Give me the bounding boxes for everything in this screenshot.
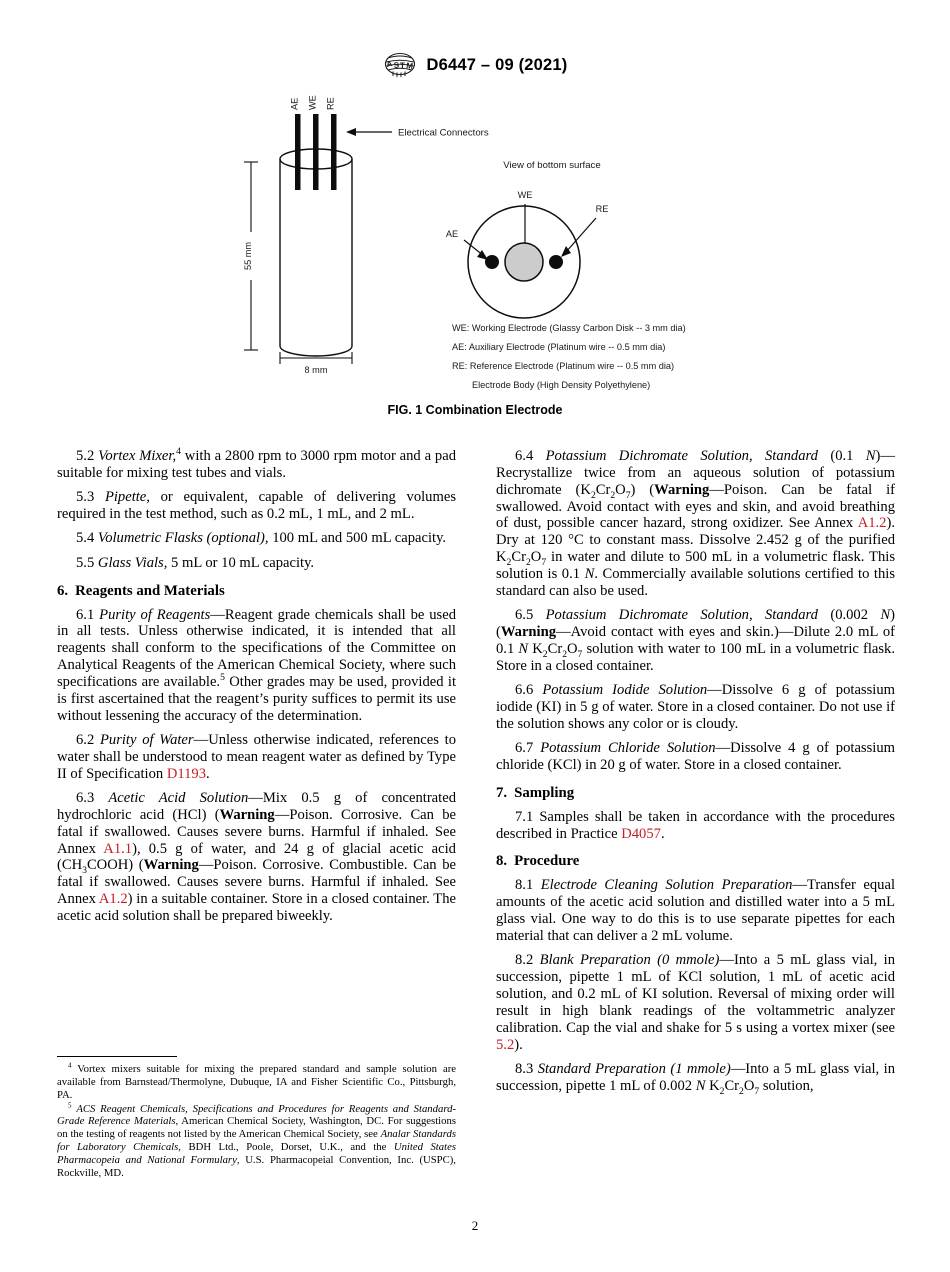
section-title: Volumetric Flasks (optional), <box>97 530 269 547</box>
section-title: Standard Preparation (1 mmole) <box>537 1060 731 1077</box>
heading-number: 6. <box>57 582 69 599</box>
section-body-cont: Cr <box>595 481 611 498</box>
normality-symbol: N <box>584 565 595 582</box>
svg-text:S: S <box>392 60 399 70</box>
section-number: 6.4 <box>515 448 534 464</box>
section-body-cont: Cr <box>511 549 526 566</box>
cross-reference-link-a1-1[interactable]: A1.1 <box>103 840 133 857</box>
footnote-marker-4: 4 <box>176 446 181 458</box>
section-body: with a 2800 rpm to 3000 rpm motor and a pad suitable for mixing test tubes and vials. <box>57 448 456 481</box>
section-body-cont: —Poison. Can be fatal if swallowed. Avoid contact with eyes and skin, and avoid breathing of dust, possible cancer hazard, strong oxidizer. See Annex <box>496 481 895 532</box>
section-title: Blank Preparation (0 mmole) <box>539 952 720 969</box>
legend-line-ae: AE: Auxiliary Electrode (Platinum wire -- 0.5 mm dia) <box>452 342 666 352</box>
paragraph-6-4 <box>496 448 895 600</box>
heading-number: 8. <box>496 853 508 870</box>
footnote-number: 4 <box>68 1061 72 1070</box>
working-electrode-disk <box>505 243 543 281</box>
section-number: 6.2 <box>76 731 95 748</box>
footnote-text: , U.S. Pharmacopeial Convention, Inc. (USPC), Rockville, MD. <box>57 1153 456 1179</box>
svg-text:55 mm: 55 mm <box>243 241 253 271</box>
section-title: Potassium Dichromate Solution, Standard <box>545 607 818 624</box>
section-number: 5.5 <box>76 554 95 571</box>
paragraph-6-7 <box>496 740 895 774</box>
cross-reference-link-5-2[interactable]: 5.2 <box>496 1036 515 1053</box>
warning-label: Warning <box>654 481 710 498</box>
section-body: —Unless otherwise indicated, references to water shall be understood to mean reagent water as defined by Type II of Specification <box>57 731 456 782</box>
section-title: Purity of Reagents <box>99 606 211 623</box>
chemical-subscript: 2 <box>506 556 512 568</box>
section-body: —Transfer equal amounts of the acetic acid solution and distilled water into a 5 mL glass vial. One way to do this is to use separate pipettes for each material that can deliver a 2 mL volume. <box>496 877 895 944</box>
svg-text:M: M <box>405 61 413 71</box>
paragraph-5-3 <box>57 489 456 523</box>
paragraph-5-2 <box>57 448 456 482</box>
section-title: Glass Vials, <box>97 554 168 571</box>
footnote-5 <box>57 1100 457 1180</box>
heading-text: Procedure <box>514 853 580 870</box>
footnote-number: 5 <box>68 1100 72 1109</box>
legend-line-re: RE: Reference Electrode (Platinum wire -- 0.5 mm dia) <box>452 361 675 371</box>
svg-text:A: A <box>385 58 393 69</box>
section-body-cont: O <box>567 640 578 657</box>
footnotes-block <box>57 1056 456 1181</box>
section-body-cont: . <box>206 765 210 782</box>
section-body-cont: in water and dilute to 500 mL in a volumetric flask. This solution is 0.1 <box>496 549 895 582</box>
section-title: Acetic Acid Solution <box>108 790 249 807</box>
section-title: Potassium Chloride Solution <box>540 740 716 756</box>
chemical-subscript: 2 <box>525 556 531 568</box>
heading-text: Reagents and Materials <box>75 582 225 599</box>
footnote-publication-title: Analar Standards for Laboratory Chemicals <box>57 1128 456 1154</box>
section-body: —Into a 5 mL glass vial, in succession, pipette 1 mL of KCl solution, 1 mL of acetic acid solution, and 0.2 mL of KI solution. Reversal of mixing order will result in high blank readings of the voltammetric analyzer calibration. Cap the vial and shake for 5 s using a vortex mixer (see <box>496 952 896 1036</box>
section-body: —Reagent grade chemicals shall be used in all tests. Unless otherwise indicated, it is intended that all reagents shall conform to the specifications of the Committee on Analytical Reagents of the American Chemical Society, where such specifications are available. <box>57 606 457 690</box>
section-body: (0.1 <box>817 448 866 464</box>
svg-text:AE: AE <box>289 97 300 110</box>
paragraph-5-5 <box>57 555 456 572</box>
standard-designation: D6447 – 09 (2021) <box>426 55 568 74</box>
section-body-cont: ) in a suitable container. Store in a closed container. The acetic acid solution shall be prepared biweekly. <box>57 891 456 924</box>
section-body: (0.002 <box>817 607 881 624</box>
bottom-view-title: View of bottom surface <box>503 160 601 171</box>
heading-section-8 <box>496 853 895 870</box>
section-title: Potassium Dichromate Solution, Standard <box>545 448 818 464</box>
section-title: Vortex Mixer, <box>98 448 177 464</box>
chemical-subscript: 2 <box>542 648 548 660</box>
footnote-text: Vortex mixers suitable for mixing the prepared standard and sample solution are available from Barnstead/Thermolyne, Dubuque, IA and Fisher Scientific Co., Pittsburgh, PA. <box>57 1063 456 1101</box>
warning-label: Warning <box>219 806 275 823</box>
section-body-cont: ). Dry at 120 °C to constant mass. Dissolve 2.452 g of the purified K <box>496 515 895 566</box>
section-body-cont: solution, <box>759 1077 814 1094</box>
section-title: Potassium Iodide Solution <box>542 681 708 698</box>
footnote-publication-title: United States Pharmacopeia and National Formulary <box>57 1141 456 1166</box>
section-body: 5 mL or 10 mL capacity. <box>167 554 315 571</box>
section-body-cont: O <box>530 549 542 566</box>
section-body-cont: . <box>660 825 665 842</box>
heading-number: 7. <box>496 784 508 801</box>
section-title: Electrode Cleaning Solution Preparation <box>540 877 793 894</box>
page-header <box>0 52 950 78</box>
section-number: 5.4 <box>76 530 95 547</box>
section-number: 6.3 <box>76 790 95 807</box>
section-body: —Into a 5 mL glass vial, in succession, pipette 1 mL of 0.002 <box>496 1060 895 1094</box>
svg-text:WE: WE <box>307 95 318 110</box>
warning-label: Warning <box>500 623 557 640</box>
section-body-cont: solution with water to 100 mL in a volumetric flask. Store in a closed container. <box>496 640 895 674</box>
chemical-subscript: 2 <box>719 1085 725 1097</box>
cross-reference-link-a1-2[interactable]: A1.2 <box>98 891 128 908</box>
section-number: 6.6 <box>515 681 534 698</box>
figure-1-combination-electrode <box>0 92 950 422</box>
section-body-cont: . Commercially available solutions certified to this standard can also be used. <box>496 565 896 599</box>
section-body-cont: )—Recrystallize twice from an aqueous solution of potassium dichromate (K <box>496 448 895 498</box>
svg-text:8 mm: 8 mm <box>304 365 328 375</box>
svg-text:Electrical Connectors: Electrical Connectors <box>398 127 489 139</box>
section-number: 6.1 <box>76 606 95 623</box>
paragraph-7-1 <box>496 809 895 843</box>
paragraph-8-3 <box>496 1061 895 1095</box>
cross-reference-link-d4057[interactable]: D4057 <box>621 825 661 842</box>
section-number: 8.2 <box>515 952 534 969</box>
svg-text:AE: AE <box>445 229 459 239</box>
section-body-cont: ), 0.5 g of water, and 24 g of glacial acetic acid (CH <box>57 840 456 874</box>
section-number: 7.1 <box>515 808 534 825</box>
svg-text:T: T <box>399 61 405 71</box>
section-body: —Mix 0.5 g of concentrated hydrochloric acid (HCl) ( <box>57 790 456 823</box>
normality-symbol: N <box>695 1077 706 1094</box>
auxiliary-electrode-dot <box>485 255 499 269</box>
section-body: 100 mL and 500 mL capacity. <box>268 530 447 547</box>
heading-section-6 <box>57 583 456 600</box>
legend-line-we: WE: Working Electrode (Glassy Carbon Disk -- 3 mm dia) <box>452 323 686 333</box>
connector-pins <box>295 114 337 190</box>
normality-symbol: N <box>518 640 529 657</box>
section-body-cont: Cr <box>724 1077 740 1094</box>
footnote-separator-rule <box>57 1056 177 1057</box>
section-body-cont: COOH) ( <box>86 857 144 874</box>
figure-caption: FIG. 1 Combination Electrode <box>387 403 563 417</box>
section-number: 6.7 <box>515 740 534 756</box>
page-number: 2 <box>471 1218 479 1233</box>
section-body-cont: Other grades may be used, provided it is first ascertained that the reagent’s purity suffices to permit its use without lessening the accuracy of the determination. <box>57 673 457 724</box>
section-body-cont: O <box>615 481 626 498</box>
footnote-text: , BDH Ltd., Poole, Dorset, U.K., and the <box>178 1141 394 1154</box>
legend-line-body: Electrode Body (High Density Polyethylene) <box>472 380 651 390</box>
warning-label: Warning <box>143 857 199 874</box>
section-body-cont: —Poison. Corrosive. Combustible. Can be fatal if swallowed. Causes severe burns. Harmful if inhaled. See Annex <box>57 857 456 908</box>
section-number: 8.3 <box>515 1060 534 1077</box>
paragraph-5-4 <box>57 530 456 547</box>
chemical-subscript: 7 <box>625 489 631 501</box>
cross-reference-link-d1193[interactable]: D1193 <box>166 765 207 782</box>
section-body-cont: K <box>705 1077 720 1094</box>
section-number: 5.2 <box>76 448 95 464</box>
body-columns <box>57 448 895 1102</box>
paragraph-6-2 <box>57 732 456 783</box>
normality-symbol: N <box>880 607 891 624</box>
footnote-publication-title: ACS Reagent Chemicals, Specifications and Procedures for Reagents and Standard-Grade Reference Materials <box>57 1102 457 1128</box>
section-title: Pipette, <box>104 489 150 506</box>
svg-text:WE: WE <box>517 190 533 200</box>
section-body-cont: Cr <box>547 640 563 657</box>
section-body: Samples shall be taken in accordance with the procedures described in Practice <box>496 808 895 842</box>
ae-callout <box>446 229 488 260</box>
chemical-subscript: 7 <box>754 1085 760 1097</box>
left-column <box>57 448 456 1102</box>
section-number: 6.5 <box>515 607 534 624</box>
section-title: Purity of Water <box>99 731 194 748</box>
chemical-subscript: 2 <box>590 489 596 501</box>
svg-text:RE: RE <box>325 97 336 110</box>
section-number: 8.1 <box>515 877 534 894</box>
section-body-cont: —Avoid contact with eyes and skin.)—Dilute 2.0 mL of 0.1 <box>496 623 895 657</box>
chemical-subscript: 2 <box>610 489 616 501</box>
paragraph-8-1 <box>496 877 895 944</box>
heading-section-7 <box>496 785 895 802</box>
section-body-cont: ). <box>514 1036 523 1053</box>
section-body: or equivalent, capable of delivering volumes required in the test method, such as 0.2 mL, 1 mL, and 2 mL. <box>57 489 456 523</box>
section-body: —Dissolve 4 g of potassium chloride (KCl) in 20 g of water. Store in a closed container. <box>496 740 895 773</box>
heading-text: Sampling <box>514 784 575 801</box>
cross-reference-link-a1-2[interactable]: A1.2 <box>857 515 887 532</box>
astm-logo-icon <box>383 52 417 78</box>
svg-text:RE: RE <box>595 204 609 214</box>
paragraph-6-5 <box>496 607 895 674</box>
section-body-cont: ) ( <box>496 607 895 640</box>
paragraph-6-3 <box>57 790 456 925</box>
section-body-cont: O <box>743 1077 755 1094</box>
normality-symbol: N <box>865 448 876 464</box>
chemical-subscript: 3 <box>82 865 87 877</box>
chemical-subscript: 7 <box>577 648 583 660</box>
footnote-text: , American Chemical Society, Washington, DC. For suggestions on the testing of reagents not listed by the American Chemical Society, see <box>57 1115 456 1141</box>
chemical-subscript: 2 <box>562 648 567 660</box>
footnote-marker-5: 5 <box>220 672 225 684</box>
chemical-subscript: 2 <box>739 1085 744 1097</box>
section-body: —Dissolve 6 g of potassium iodide (KI) in 5 g of water. Store in a closed container. Do not use if the solution shows any color or is cloudy. <box>496 681 895 732</box>
section-body-cont: ) ( <box>630 481 655 498</box>
paragraph-8-2 <box>496 952 895 1053</box>
paragraph-6-1 <box>57 607 456 725</box>
reference-electrode-dot <box>549 255 563 269</box>
footnote-4 <box>57 1063 456 1102</box>
section-number: 5.3 <box>76 489 95 506</box>
re-callout <box>561 204 608 257</box>
paragraph-6-6 <box>496 682 895 733</box>
section-body-cont: —Poison. Corrosive. Can be fatal if swallowed. Causes severe burns. Harmful if inhaled. See Annex <box>57 806 456 857</box>
chemical-subscript: 7 <box>541 556 547 568</box>
section-body-cont: K <box>528 640 543 657</box>
electrical-connectors-callout <box>346 128 489 139</box>
right-column <box>496 448 895 1102</box>
